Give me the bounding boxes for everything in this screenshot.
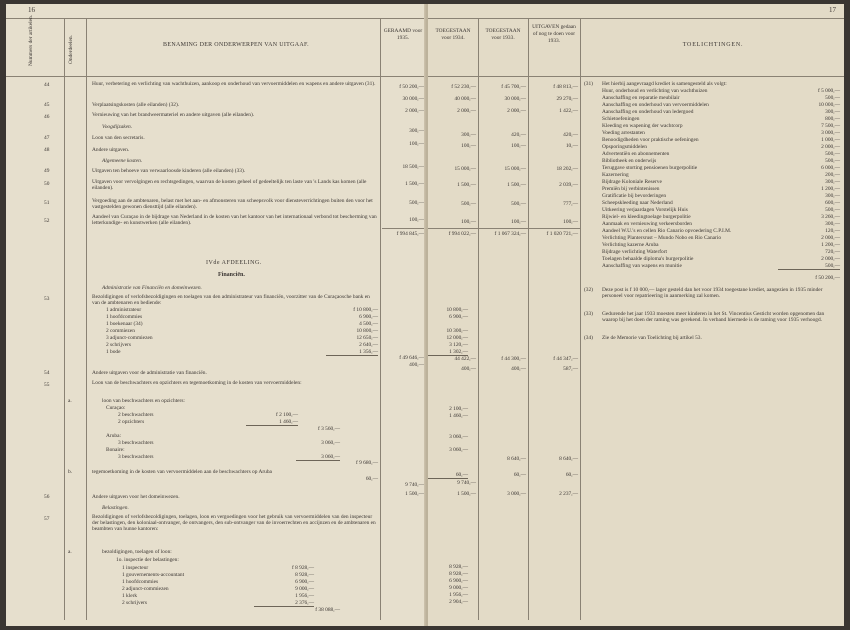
left-page — [6, 4, 426, 626]
note-line-label: Bibliotheek en onderwijs — [602, 158, 657, 164]
note-line-label: Aanschaffing en onderhoud van ledergoed — [602, 109, 694, 115]
item-amount: 1 956,— — [295, 593, 314, 599]
toegestaan-1934-value: 44 422,— — [454, 356, 476, 362]
note-line-amount: 3 000,— — [821, 130, 840, 136]
item-label: 1 bode — [106, 349, 121, 355]
toegestaan-1934-value: f 52 230,— — [451, 84, 476, 90]
uitgaven-total: f 1 020 721,— — [546, 231, 578, 237]
note-text: Het hierbij aangevraagd krediet is samengesteld als volgt: — [602, 81, 727, 87]
item-label: 1 boekenaar (34) — [106, 321, 143, 327]
geraamd-value: 30 000,— — [402, 96, 424, 102]
item-amount: 3 060,— — [321, 440, 340, 446]
geraamd-value: 1 500,— — [405, 181, 424, 187]
note-line-label: Huur, onderhoud en verlichting van wachthuizen — [602, 88, 708, 94]
uitgaven-value: f 44 347,— — [553, 356, 578, 362]
note-line-amount: 800,— — [825, 116, 840, 122]
item-amount: 8 928,— — [449, 571, 468, 577]
geraamd-value: 18 500,— — [402, 164, 424, 170]
row-number: 46 — [44, 114, 50, 120]
uitgaven-value: 8 640,— — [559, 456, 578, 462]
section-heading: Administratie van Financiën en domeinwezen. — [102, 285, 202, 291]
note-line-amount: 500,— — [778, 263, 840, 270]
row-number: 53 — [44, 296, 50, 302]
island-label: Curaçao: — [106, 405, 126, 411]
note-line-label: Scheepskleeding naar Nederland — [602, 200, 673, 206]
item-label: 1 hoofdcommies — [122, 579, 159, 585]
row-text: Loon van den secretaris. — [92, 135, 145, 141]
geraamd-value: 400,— — [409, 362, 424, 368]
row-text: Uitgaven voor vervolgingen en rechtsgedingen, waarvan de kosten geheel of gedeeltelijk ten laste van 's Lands kas komen (alle eilanden). — [92, 179, 367, 192]
subtotal-amount: f 38 088,— — [315, 607, 340, 613]
note-line-amount: 7 500,— — [821, 123, 840, 129]
row-text: Vergoeding aan de ambtenaren, belast met het aan- en afmonsteren van scheepsvolk voor diensteverrichtingen buiten den voor het vastgestelden gewonen diensttijd (alle eilanden). — [92, 198, 373, 211]
row-number: 55 — [44, 382, 50, 388]
note-text: Gedurende het jaar 1933 moesten meer kinderen in het St. Vincentius Gesticht worden opgenomen dan waarop bij het doen der raming was gerekend. In verband hiermede is de raming voor 1935 verhoogd. — [602, 311, 825, 324]
note-line-label: Teruggave storting pensioenen burgerpolitie — [602, 165, 698, 171]
note-line-amount: 500,— — [825, 207, 840, 213]
note-number: (31) — [584, 81, 593, 87]
geraamd-value: 1 500,— — [405, 491, 424, 497]
row-number: 45 — [44, 102, 50, 108]
header-top-rule — [428, 18, 844, 19]
toegestaan-1933-value: 500,— — [511, 201, 526, 207]
item-label: 3 beschwachters — [118, 440, 154, 446]
row-text: Verplaatsingskosten (alle eilanden) (32). — [92, 102, 180, 108]
col-divider — [528, 18, 529, 620]
total-rule — [382, 228, 426, 229]
toegestaan-1934-total: f 994 022,— — [448, 231, 476, 237]
item-amount: 3 120,— — [449, 342, 468, 348]
uitgaven-value: 2 039,— — [559, 182, 578, 188]
item-amount: 12 650,— — [356, 335, 378, 341]
note-line-label: Gratificatie bij bevorderingen — [602, 193, 667, 199]
uitgaven-value: 10,— — [565, 143, 578, 149]
note-line-amount: 500,— — [825, 158, 840, 164]
item-label: 1 hoofdcommies — [106, 314, 143, 320]
item-amount: 60,— — [365, 476, 378, 482]
geraamd-value: 100,— — [409, 141, 424, 147]
note-line-amount: f 5 000,— — [817, 88, 840, 94]
note-line-amount: 2 000,— — [821, 256, 840, 262]
toegestaan-1934-value: 2 000,— — [457, 108, 476, 114]
item-amount: 2 640,— — [359, 342, 378, 348]
item-amount: 3 060,— — [296, 454, 340, 461]
item-amount: 8 928,— — [295, 572, 314, 578]
row-text: Aandeel van Curaçao in de bijdrage van Nederland in de kosten van het kantoor van het internationaal verbond tot bescherming van letterkundige- en kunstwerken (alle eilanden). — [92, 214, 377, 227]
section-heading: Voogdijzaken. — [102, 124, 133, 130]
item-label: 2 schrijvers — [106, 342, 132, 348]
row-text: Andere uitgaven voor het domeinwezen. — [92, 494, 180, 500]
toegestaan-1933-value: 2 000,— — [507, 108, 526, 114]
item-label: 1 gouvernements-accountant — [122, 572, 185, 578]
toegestaan-1933-value: 8 640,— — [507, 456, 526, 462]
toegestaan-1933-value: 30 000,— — [504, 96, 526, 102]
item-amount: 1 460,— — [449, 413, 468, 419]
note-line-amount: 300,— — [825, 221, 840, 227]
item-label: 2 adjunct-commiezen — [122, 586, 169, 592]
subtotal-amount: f 3 560,— — [317, 426, 340, 432]
toegestaan-1933-value: 100,— — [511, 219, 526, 225]
note-line-amount: 2 000,— — [821, 235, 840, 241]
item-amount: 2 376,— — [254, 600, 314, 607]
item-amount: f 2 100,— — [275, 412, 298, 418]
note-line-amount: 500,— — [825, 95, 840, 101]
note-line-label: Aanschaffing en onderhoud van vervoermiddelen — [602, 102, 709, 108]
item-amount: f 10 800,— — [353, 307, 378, 313]
col-divider — [64, 18, 65, 620]
note-line-amount: 200,— — [825, 172, 840, 178]
geraamd-value: 300,— — [409, 128, 424, 134]
note-line-label: Opsporingsmiddelen — [602, 144, 647, 150]
item-amount: 1 302,— — [428, 349, 468, 356]
note-line-label: Kazernering — [602, 172, 629, 178]
row-number: 56 — [44, 494, 50, 500]
header-toelichtingen: TOELICHTINGEN. — [682, 42, 744, 48]
header-nummers: Nummers der artikelen. — [28, 14, 34, 66]
island-label: Bonaire: — [106, 447, 125, 453]
header-bottom-rule — [428, 76, 844, 77]
afdeeling-subtitle: Financiën. — [218, 272, 245, 278]
row-number: 49 — [44, 168, 50, 174]
note-line-label: Aandeel W.U.'s en cellen Rio Canario opvoedering C.P.I.M. — [602, 228, 732, 234]
toegestaan-1934-value: 400,— — [461, 366, 476, 372]
sub-text: tegemoetkoming in de kosten van vervoermiddelen aan de beschwachters op Aruba — [92, 469, 272, 475]
note-line-label: Verlichting kazerne Aruba — [602, 242, 659, 248]
total-rule — [428, 228, 580, 229]
note-line-label: Premiën bij verbintenissen — [602, 186, 660, 192]
note-line-amount: 3 260,— — [821, 214, 840, 220]
toegestaan-1934-value: 9 740,— — [457, 480, 476, 486]
toegestaan-1934-value: 40 000,— — [454, 96, 476, 102]
note-line-label: Bijdrage verlichting Waterfort — [602, 249, 668, 255]
toegestaan-1933-value: 420,— — [511, 132, 526, 138]
item-amount: 6 900,— — [449, 578, 468, 584]
toegestaan-1933-value: 1 500,— — [507, 182, 526, 188]
item-amount: 4 500,— — [359, 321, 378, 327]
item-label: 1 klerk — [122, 593, 138, 599]
item-amount: 8 928,— — [449, 564, 468, 570]
note-line-label: Kleeding en wapening der wachtcorp — [602, 123, 683, 129]
note-line-amount: 300,— — [825, 109, 840, 115]
row-text: Huur, verbetering en verlichting van wachthuizen, aankoop en onderhoud van vervoermiddelen en wapens en andere uitgaven (31). — [92, 81, 376, 87]
uitgaven-value: 29 270,— — [556, 96, 578, 102]
header-benaming: BENAMING DER ONDERWERPEN VAN UITGAAF. — [163, 42, 309, 48]
note-line-amount: 1 000,— — [821, 137, 840, 143]
uitgaven-value: 18 202,— — [556, 166, 578, 172]
note-line-amount: 6 000,— — [821, 165, 840, 171]
note-line-label: Uitkeering verjaardagen Vorstelijk Huis — [602, 207, 688, 213]
col-divider — [86, 18, 87, 620]
toegestaan-1933-value: 15 000,— — [504, 166, 526, 172]
toegestaan-1934-value: 1 500,— — [457, 182, 476, 188]
sub-letter: b. — [68, 469, 73, 475]
uitgaven-value: f 48 813,— — [553, 84, 578, 90]
note-line-label: Rijwiel- en kleedingtoelage burgerpolitie — [602, 214, 691, 220]
uitgaven-value: 1 422,— — [559, 108, 578, 114]
item-label: 1 administrateur — [106, 307, 142, 313]
col-divider — [380, 18, 381, 620]
item-amount: 6 900,— — [359, 314, 378, 320]
note-line-label: Toelagen behaalde diploma's burgerpolitie — [602, 256, 694, 262]
note-line-label: Aanmaak en vernieuwing verkeersborden — [602, 221, 692, 227]
page-number-right: 17 — [829, 6, 836, 14]
afdeeling-title: IVde AFDEELING. — [206, 260, 262, 266]
item-label: 2 opzichters — [118, 419, 145, 425]
row-text: Andere uitgaven voor de administratie van financiën. — [92, 370, 207, 376]
uitgaven-value: 60,— — [565, 472, 578, 478]
note-line-amount: 500,— — [825, 151, 840, 157]
toegestaan-1934-value: 500,— — [461, 201, 476, 207]
row-number: 47 — [44, 135, 50, 141]
item-amount: 1 460,— — [246, 419, 298, 426]
item-label: 2 beschwachters — [118, 412, 154, 418]
row-text: Uitgaven ten behoeve van verwaarloosde kinderen (alle eilanden) (33). — [92, 168, 246, 174]
row-text: Bezoldigingen of verlofsbezoldigingen, toelagen, loon en vergoedingen voor het gebruik van vervoermiddelen van den inspecteur der belastingen, den koloniaal-ontvanger, de ontvangers, den sub-ontvanger van de invoerrechten en accijnzen en de ambtenaren en beambten van hunne kantoren: — [92, 514, 376, 533]
note-line-amount: 1 200,— — [821, 242, 840, 248]
item-amount: 1 956,— — [449, 592, 468, 598]
item-amount: 12 000,— — [446, 335, 468, 341]
note-number: (33) — [584, 311, 593, 317]
header-top-rule — [6, 18, 426, 19]
note-line-label: Verlichting Plantersrust – Mundo Nobo en Rio Canario — [602, 235, 722, 241]
note-line-amount: 300,— — [825, 193, 840, 199]
item-amount: 10 300,— — [446, 328, 468, 334]
item-amount: 3 060,— — [449, 434, 468, 440]
header-toegestaan-1933: TOEGESTAAN voor 1933. — [485, 28, 521, 41]
row-text: Bezoldigingen of verlofsbezoldigingen en toelagen van den administrateur van financiën, voorzitter van de Curaçaosche bank en van de ambtenaren en bediende: — [92, 294, 370, 307]
island-label: Aruba: — [106, 433, 121, 439]
note-line-label: Aanschaffing en reparatie meubilair — [602, 95, 680, 101]
geraamd-total: f 994 845,— — [396, 231, 424, 237]
note-number: (32) — [584, 287, 593, 293]
uitgaven-value: 420,— — [563, 132, 578, 138]
note-text: Deze post is f 10 000,— lager gesteld dan het voor 1934 toegestane krediet, aangezien in 1935 minder personeel voor repatrieering in aanmerking zal komen. — [602, 287, 823, 300]
item-amount: 10 800,— — [446, 307, 468, 313]
item-amount: 9 000,— — [449, 585, 468, 591]
note-line-label: Aanschaffing van wapens en munitie — [602, 263, 682, 269]
row-number: 44 — [44, 82, 50, 88]
note-line-amount: 1 200,— — [821, 186, 840, 192]
geraamd-value: 9 740,— — [405, 482, 424, 488]
col-divider — [580, 18, 581, 620]
geraamd-value: 2 000,— — [405, 108, 424, 114]
row-number: 52 — [44, 218, 50, 224]
toegestaan-1934-value: 100,— — [461, 219, 476, 225]
toegestaan-1933-value: f 44 300,— — [501, 356, 526, 362]
note-line-label: Advertentiën en abonnementen — [602, 151, 670, 157]
row-text: Loon van de beschwachters en opzichters en tegemoetkoming in de kosten van vervoermiddelen: — [92, 380, 302, 386]
geraamd-value: f 50 200,— — [399, 84, 424, 90]
item-label: 3 beschwachters — [118, 454, 154, 460]
header-geraamd: GERAAMD voor 1935. — [383, 28, 423, 41]
header-bottom-rule — [6, 76, 426, 77]
row-text: Andere uitgaven. — [92, 147, 130, 153]
item-amount: 2 100,— — [449, 406, 468, 412]
row-number: 57 — [44, 516, 50, 522]
toegestaan-1933-value: f 45 700,— — [501, 84, 526, 90]
toegestaan-1933-value: 100,— — [511, 143, 526, 149]
header-toegestaan-1934: TOEGESTAAN voor 1934. — [435, 28, 471, 41]
item-amount: 2 904,— — [449, 599, 468, 605]
header-uitgaven: UITGAVEN gedaan of nog te doen voor 1933. — [532, 24, 576, 44]
note-number: (34) — [584, 335, 593, 341]
subtotal-amount: f 9 680,— — [355, 460, 378, 466]
row-number: 51 — [44, 200, 50, 206]
header-onderdeelen: Onderdeelen. — [68, 35, 74, 64]
item-label: 3 adjunct-commiezen — [106, 335, 153, 341]
sub-heading: 1o. inspectie der belastingen: — [116, 557, 179, 563]
item-amount: 1 356,— — [326, 349, 378, 356]
toegestaan-1934-value: 300,— — [461, 132, 476, 138]
sub-letter: a. — [68, 398, 72, 404]
note-line-amount: 120,— — [825, 228, 840, 234]
toegestaan-1934-value: 100,— — [461, 143, 476, 149]
row-number: 54 — [44, 370, 50, 376]
toegestaan-1933-value: 60,— — [513, 472, 526, 478]
geraamd-value: 100,— — [409, 217, 424, 223]
item-amount: 10 800,— — [356, 328, 378, 334]
page-number-left: 16 — [28, 6, 35, 14]
uitgaven-value: 2 237,— — [559, 491, 578, 497]
item-label: 1 inspecteur — [122, 565, 149, 571]
note-line-amount: 300,— — [825, 179, 840, 185]
note-line-label: Benoodigdheden voor praktische oefeningen — [602, 137, 699, 143]
item-amount: 6 900,— — [449, 314, 468, 320]
note-31-total: f 50 200,— — [815, 275, 840, 281]
item-amount: 6 900,— — [295, 579, 314, 585]
note-line-label: Bijdrage Koloniale Reserve — [602, 179, 662, 185]
uitgaven-value: 587,— — [563, 366, 578, 372]
geraamd-value: 500,— — [409, 200, 424, 206]
note-line-label: Voeding arrestanten — [602, 130, 645, 136]
sub-letter: a. — [68, 549, 72, 555]
geraamd-value: f 49 646,— — [399, 355, 424, 361]
item-amount: 9 000,— — [295, 586, 314, 592]
note-line-label: Schietoefeningen — [602, 116, 640, 122]
section-heading: Belastingen. — [102, 505, 129, 511]
item-label: 2 schrijvers — [122, 600, 148, 606]
item-amount: 3 060,— — [449, 447, 468, 453]
toegestaan-1933-value: 400,— — [511, 366, 526, 372]
note-line-amount: 10 000,— — [818, 102, 840, 108]
uitgaven-value: 100,— — [563, 219, 578, 225]
sub-heading: loon van beschwachters en opzichters: — [102, 398, 185, 404]
item-amount: 60,— — [428, 472, 468, 479]
book-spread — [6, 4, 844, 626]
row-number: 50 — [44, 181, 50, 187]
sub-heading: bezoldigingen, toelagen of loon: — [102, 549, 172, 555]
note-text: Zie de Memorie van Toelichting bij artikel 53. — [602, 335, 702, 341]
toegestaan-1934-value: 1 500,— — [457, 491, 476, 497]
right-page — [428, 4, 844, 626]
note-line-amount: 2 000,— — [821, 144, 840, 150]
toegestaan-1933-value: 3 000,— — [507, 491, 526, 497]
row-text: Vernieuwing van het brandweermateriel en andere uitgaven (alle eilanden). — [92, 112, 255, 118]
section-heading: Algemeene kosten. — [102, 158, 143, 164]
item-amount: f 8 928,— — [291, 565, 314, 571]
row-number: 48 — [44, 147, 50, 153]
col-divider — [478, 18, 479, 620]
note-line-amount: 720,— — [825, 249, 840, 255]
note-line-amount: 600,— — [825, 200, 840, 206]
toegestaan-1933-total: f 1 067 324,— — [494, 231, 526, 237]
uitgaven-value: 777,— — [563, 201, 578, 207]
toegestaan-1934-value: 15 000,— — [454, 166, 476, 172]
item-label: 2 commiezen — [106, 328, 135, 334]
